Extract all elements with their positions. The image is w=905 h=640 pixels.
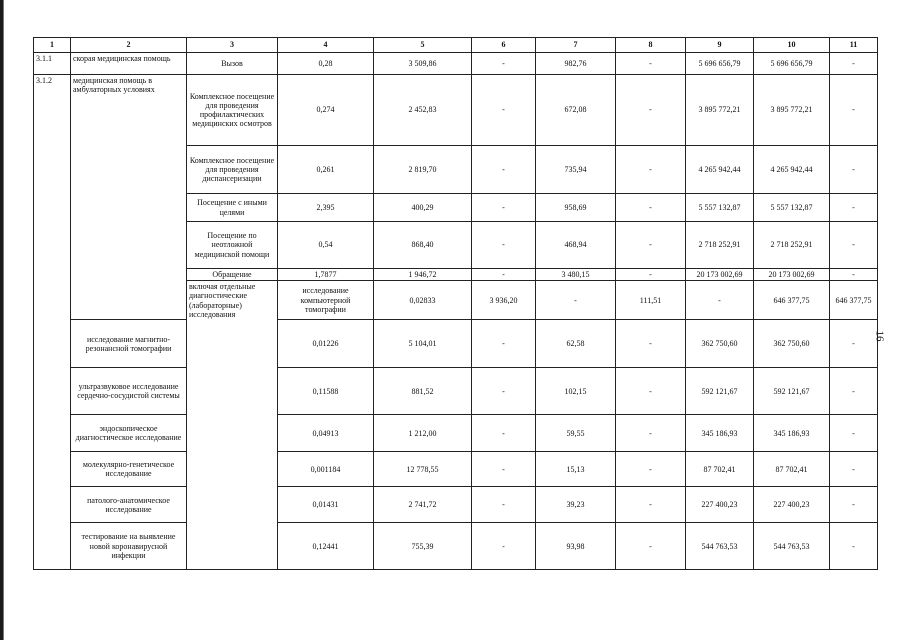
total-cost: 544 763,53 bbox=[686, 523, 754, 570]
col6-value: - bbox=[472, 194, 536, 222]
col8-value: - bbox=[616, 452, 686, 487]
unit-of-service: Посещение с иными целями bbox=[187, 194, 278, 222]
column-header: 11 bbox=[830, 38, 878, 53]
total-cost-oms: 2 718 252,91 bbox=[754, 222, 830, 269]
col8-value: - bbox=[616, 53, 686, 75]
column-header: 4 bbox=[278, 38, 374, 53]
col8-value: - bbox=[616, 222, 686, 269]
page-number: 16 bbox=[873, 330, 886, 342]
total-cost-oms: 20 173 002,69 bbox=[754, 269, 830, 281]
total-cost: 2 718 252,91 bbox=[686, 222, 754, 269]
total-cost-oms: 345 186,93 bbox=[754, 415, 830, 452]
unit-of-service: ультразвуковое исследование сердечно-сосудистой системы bbox=[71, 368, 187, 415]
total-cost: 3 895 772,21 bbox=[686, 75, 754, 146]
col8-value: - bbox=[616, 269, 686, 281]
volume-norm: 0,54 bbox=[278, 222, 374, 269]
per-capita-norm: 735,94 bbox=[536, 146, 616, 194]
total-cost-oms: 592 121,67 bbox=[754, 368, 830, 415]
care-subtype: включая отдельные диагностические (лабораторные) исследования bbox=[187, 281, 278, 570]
column-header: 8 bbox=[616, 38, 686, 53]
column-number-row bbox=[34, 38, 878, 53]
col6-value: - bbox=[472, 368, 536, 415]
total-cost-oms: 227 400,23 bbox=[754, 487, 830, 523]
volume-norm: 1,7877 bbox=[278, 269, 374, 281]
total-cost: 5 696 656,79 bbox=[686, 53, 754, 75]
col8-value: - bbox=[616, 415, 686, 452]
volume-norm: 0,28 bbox=[278, 53, 374, 75]
per-capita-norm: 3 480,15 bbox=[536, 269, 616, 281]
volume-norm: 0,11588 bbox=[278, 368, 374, 415]
col11-value: - bbox=[830, 269, 878, 281]
total-cost-oms: 362 750,60 bbox=[754, 320, 830, 368]
column-header: 10 bbox=[754, 38, 830, 53]
column-header: 1 bbox=[34, 38, 71, 53]
volume-norm: 0,261 bbox=[278, 146, 374, 194]
col6-value: - bbox=[472, 523, 536, 570]
col8-value: - bbox=[616, 194, 686, 222]
column-header: 9 bbox=[686, 38, 754, 53]
table-row bbox=[34, 487, 878, 523]
per-capita-norm: 982,76 bbox=[536, 53, 616, 75]
col11-value: - bbox=[830, 368, 878, 415]
volume-norm: 2,395 bbox=[278, 194, 374, 222]
col11-value: - bbox=[830, 415, 878, 452]
volume-norm: 0,01226 bbox=[278, 320, 374, 368]
col11-value: - bbox=[830, 523, 878, 570]
col11-value: - bbox=[830, 320, 878, 368]
total-cost-oms: 87 702,41 bbox=[754, 452, 830, 487]
col6-value: - bbox=[472, 415, 536, 452]
cost-norm: 12 778,55 bbox=[374, 452, 472, 487]
per-capita-norm: 62,58 bbox=[536, 320, 616, 368]
per-capita-norm: 958,69 bbox=[536, 194, 616, 222]
table-row bbox=[34, 523, 878, 570]
col8-value: - bbox=[616, 75, 686, 146]
unit-of-service: исследование магнитно-резонансной томографии bbox=[71, 320, 187, 368]
col6-value: - bbox=[472, 53, 536, 75]
col8-value: - bbox=[616, 523, 686, 570]
scan-edge-shadow-inner bbox=[3, 0, 4, 640]
row-code: 3.1.1 bbox=[34, 53, 71, 75]
per-capita-norm: 111,51 bbox=[616, 281, 686, 320]
total-cost-oms: 3 895 772,21 bbox=[754, 75, 830, 146]
total-cost: 227 400,23 bbox=[686, 487, 754, 523]
column-header: 2 bbox=[71, 38, 187, 53]
cost-norm: 3 936,20 bbox=[472, 281, 536, 320]
col6-value: - bbox=[472, 75, 536, 146]
column-header: 5 bbox=[374, 38, 472, 53]
col11-value: - bbox=[830, 75, 878, 146]
tariff-table bbox=[33, 37, 878, 570]
col6-value: - bbox=[472, 222, 536, 269]
volume-norm: 0,001184 bbox=[278, 452, 374, 487]
per-capita-norm: 59,55 bbox=[536, 415, 616, 452]
unit-of-service: тестирование на выявление новой коронавирусной инфекции bbox=[71, 523, 187, 570]
total-cost-oms: 5 557 132,87 bbox=[754, 194, 830, 222]
cost-norm: 1 212,00 bbox=[374, 415, 472, 452]
unit-of-service: Посещение по неотложной медицинской помощи bbox=[187, 222, 278, 269]
col11-value: - bbox=[830, 487, 878, 523]
per-capita-norm: 15,13 bbox=[536, 452, 616, 487]
cost-norm: 5 104,01 bbox=[374, 320, 472, 368]
col6-value: - bbox=[472, 146, 536, 194]
unit-of-service: патолого-анатомическое исследование bbox=[71, 487, 187, 523]
total-cost: 592 121,67 bbox=[686, 368, 754, 415]
column-header: 6 bbox=[472, 38, 536, 53]
volume-norm: 0,12441 bbox=[278, 523, 374, 570]
table-row bbox=[34, 320, 878, 368]
per-capita-norm: 672,08 bbox=[536, 75, 616, 146]
unit-of-service: молекулярно-генетическое исследование bbox=[71, 452, 187, 487]
unit-of-service: Комплексное посещение для проведения диспансеризации bbox=[187, 146, 278, 194]
cost-norm: 2 819,70 bbox=[374, 146, 472, 194]
volume-norm: 0,02833 bbox=[374, 281, 472, 320]
cost-norm: 2 452,83 bbox=[374, 75, 472, 146]
table-row bbox=[34, 415, 878, 452]
col6-value: - bbox=[472, 320, 536, 368]
col6-value: - bbox=[472, 487, 536, 523]
per-capita-norm: 39,23 bbox=[536, 487, 616, 523]
unit-of-service: исследование компьютерной томографии bbox=[278, 281, 374, 320]
total-cost: 20 173 002,69 bbox=[686, 269, 754, 281]
row-code: 3.1.2 bbox=[34, 75, 71, 570]
volume-norm: 0,01431 bbox=[278, 487, 374, 523]
column-header: 3 bbox=[187, 38, 278, 53]
cost-norm: 1 946,72 bbox=[374, 269, 472, 281]
table-row bbox=[34, 368, 878, 415]
per-capita-norm: 93,98 bbox=[536, 523, 616, 570]
table-row bbox=[34, 75, 878, 146]
col8-value: - bbox=[686, 281, 754, 320]
col6-value: - bbox=[472, 269, 536, 281]
table-row bbox=[34, 452, 878, 487]
col11-value: - bbox=[830, 222, 878, 269]
col11-value: - bbox=[830, 53, 878, 75]
col6-value: - bbox=[472, 452, 536, 487]
table-row bbox=[34, 53, 878, 75]
volume-norm: 0,274 bbox=[278, 75, 374, 146]
care-type: медицинская помощь в амбулаторных условиях bbox=[71, 75, 187, 320]
total-cost: 5 557 132,87 bbox=[686, 194, 754, 222]
cost-norm: 2 741,72 bbox=[374, 487, 472, 523]
col8-value: - bbox=[616, 487, 686, 523]
unit-of-service: эндоскопическое диагностическое исследование bbox=[71, 415, 187, 452]
cost-norm: 755,39 bbox=[374, 523, 472, 570]
column-header: 7 bbox=[536, 38, 616, 53]
cost-norm: 3 509,86 bbox=[374, 53, 472, 75]
total-cost: 362 750,60 bbox=[686, 320, 754, 368]
col8-value: - bbox=[616, 320, 686, 368]
cost-norm: 868,40 bbox=[374, 222, 472, 269]
col8-value: - bbox=[616, 368, 686, 415]
per-capita-norm: 468,94 bbox=[536, 222, 616, 269]
total-cost: 87 702,41 bbox=[686, 452, 754, 487]
col11-value: - bbox=[830, 146, 878, 194]
total-cost-oms: 4 265 942,44 bbox=[754, 146, 830, 194]
total-cost-oms: 544 763,53 bbox=[754, 523, 830, 570]
total-cost-oms: 5 696 656,79 bbox=[754, 53, 830, 75]
col6-value: - bbox=[536, 281, 616, 320]
volume-norm: 0,04913 bbox=[278, 415, 374, 452]
col8-value: - bbox=[616, 146, 686, 194]
col11-value: - bbox=[830, 452, 878, 487]
col11-value: - bbox=[830, 194, 878, 222]
unit-of-service: Комплексное посещение для проведения профилактических медицинских осмотров bbox=[187, 75, 278, 146]
unit-of-service: Вызов bbox=[187, 53, 278, 75]
total-cost-oms: 646 377,75 bbox=[830, 281, 878, 320]
total-cost: 646 377,75 bbox=[754, 281, 830, 320]
care-type: скорая медицинская помощь bbox=[71, 53, 187, 75]
per-capita-norm: 102,15 bbox=[536, 368, 616, 415]
cost-norm: 881,52 bbox=[374, 368, 472, 415]
total-cost: 4 265 942,44 bbox=[686, 146, 754, 194]
unit-of-service: Обращение bbox=[187, 269, 278, 281]
cost-norm: 400,29 bbox=[374, 194, 472, 222]
total-cost: 345 186,93 bbox=[686, 415, 754, 452]
